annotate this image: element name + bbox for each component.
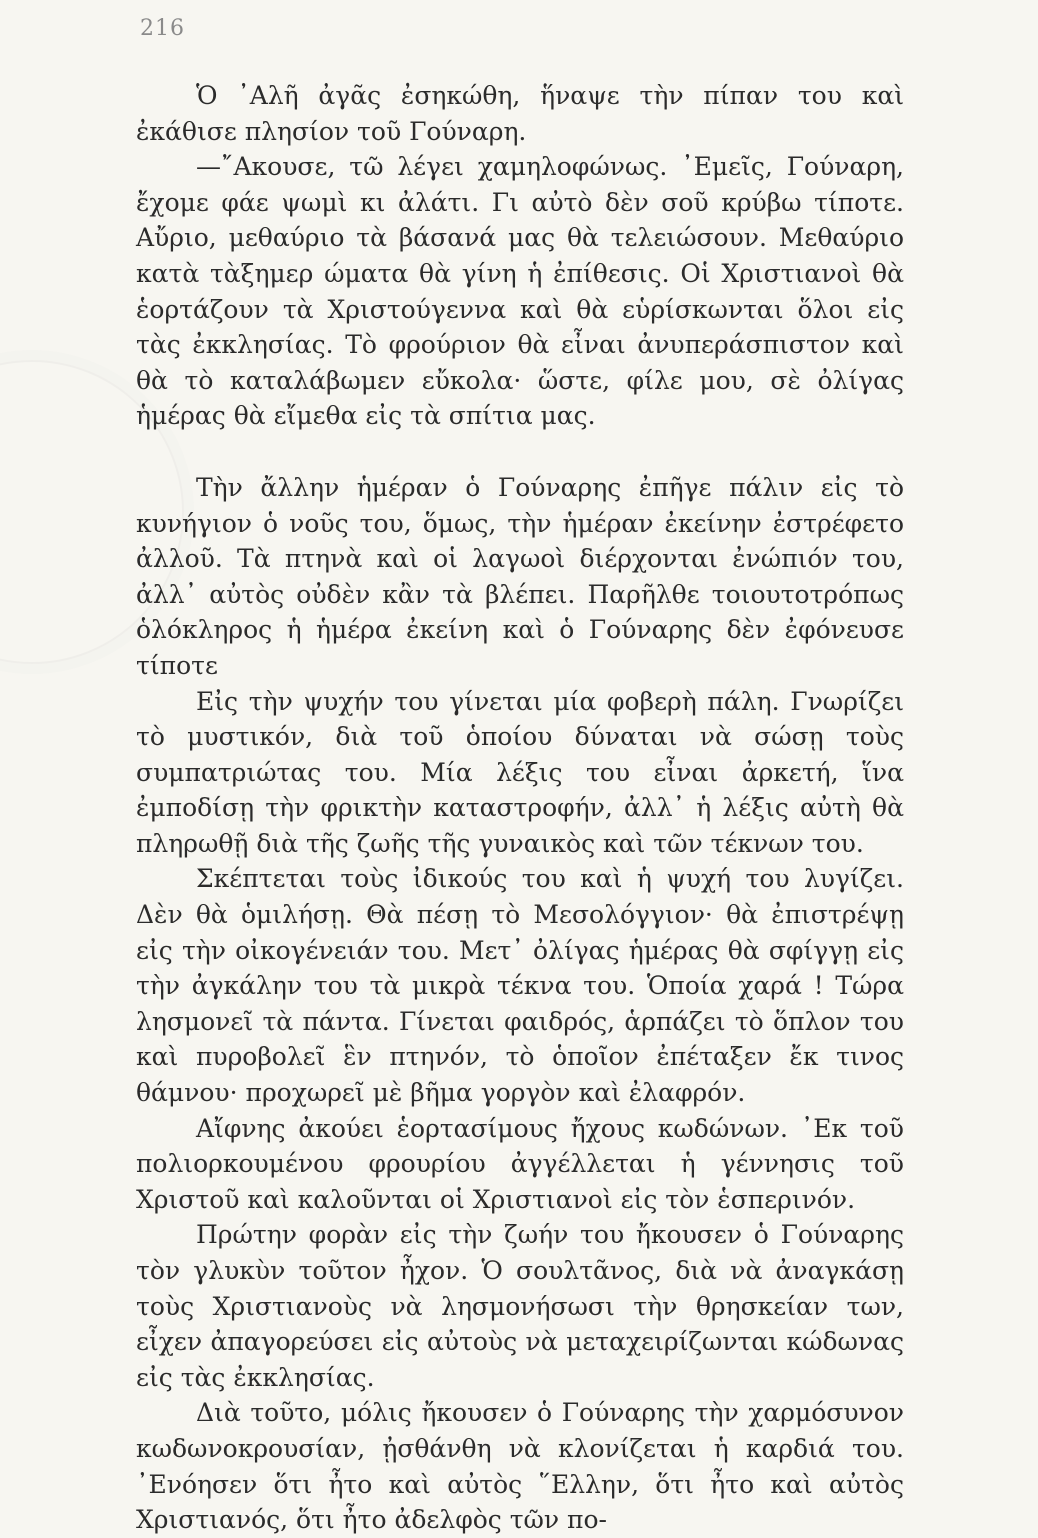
section-break [136,434,904,470]
page-number: 216 [140,16,185,41]
paragraph: Εἰς τὴν ψυχήν του γίνεται μία φοβερὴ πάλη. Γνωρίζει τὸ μυστικόν, διὰ τοῦ ὁποίου δύναται νὰ σώσῃ τοὺς συμπατριώτας του. Μία λέξις του εἶναι ἀρκετή, ἵνα ἐμποδίσῃ τὴν φρικτὴν καταστροφήν, ἀλλ᾿ ἡ λέξις αὐτὴ θὰ πληρωθῇ διὰ τῆς ζωῆς τῆς γυναικὸς καὶ τῶν τέκνων του. [136,686,904,858]
paragraph: Ὁ ᾿Αλῆ ἀγᾶς ἐσηκώθη, ἥναψε τὴν πίπαν του καὶ ἐκάθισε πλησίον τοῦ Γούναρη. [136,81,904,146]
paragraph: Πρώτην φορὰν εἰς τὴν ζωήν του ἤκουσεν ὁ Γούναρης τὸν γλυκὺν τοῦτον ἦχον. Ὁ σουλτᾶνος, διὰ νὰ ἀναγκάσῃ τοὺς Χριστιανοὺς νὰ λησμονήσωσι τὴν θρησκείαν των, εἶχεν ἀπαγορεύσει εἰς αὐτοὺς νὰ μεταχειρίζωνται κώδωνας εἰς τὰς ἐκκλησίας. [136,1220,904,1392]
paragraph: Διὰ τοῦτο, μόλις ἤκουσεν ὁ Γούναρης τὴν χαρμόσυνον κωδωνοκρουσίαν, ᾐσθάνθη νὰ κλονίζεται ἡ καρδιά του. ᾿Ενόησεν ὅτι ἦτο καὶ αὐτὸς ῞Ελλην, ὅτι ἦτο καὶ αὐτὸς Χριστιανός, ὅτι ἦτο ἀδελφὸς τῶν πο- [136,1398,904,1535]
paragraph: Τὴν ἄλλην ἡμέραν ὁ Γούναρης ἐπῆγε πάλιν εἰς τὸ κυνήγιον ὁ νοῦς του, ὅμως, τὴν ἡμέραν ἐκείνην ἐστρέφετο ἀλλοῦ. Τὰ πτηνὰ καὶ οἱ λαγωοὶ διέρχονται ἐνώπιόν του, ἀλλ᾿ αὐτὸς οὐδὲν κἂν τὰ βλέπει. Παρῆλθε τοιουτοτρόπως ὁλόκληρος ἡ ἡμέρα ἐκείνη καὶ ὁ Γούναρης δὲν ἐφόνευσε τίποτε [136,472,904,680]
paragraph: Σκέπτεται τοὺς ἰδικούς του καὶ ἡ ψυχή του λυγίζει. Δὲν θὰ ὁμιλήσῃ. Θὰ πέσῃ τὸ Μεσολόγγιον· θὰ ἐπιστρέψῃ εἰς τὴν οἰκογένειάν του. Μετ᾿ ὀλίγας ἡμέρας θὰ σφίγγῃ εἰς τὴν ἀγκάλην του τὰ μικρὰ τέκνα του. Ὁποία χαρά ! Τώρα λησμονεῖ τὰ πάντα. Γίνεται φαιδρός, ἁρπάζει τὸ ὅπλον του καὶ πυροβολεῖ ἓν πτηνόν, τὸ ὁποῖον ἐπέταξεν ἔκ τινος θάμνου· προχωρεῖ μὲ βῆμα γοργὸν καὶ ἐλαφρόν. [136,864,904,1108]
paragraph: Αἴφνης ἀκούει ἑορτασίμους ἤχους κωδώνων. ᾿Εκ τοῦ πολιορκουμένου φρουρίου ἀγγέλλεται ἡ γέννησις τοῦ Χριστοῦ καὶ καλοῦνται οἱ Χριστιανοὶ εἰς τὸν ἑσπερινόν. [136,1113,904,1214]
paragraph: —῎Ακουσε, τῶ λέγει χαμηλοφώνως. ᾿Εμεῖς, Γούναρη, ἔχομε φάε ψωμὶ κι ἀλάτι. Γι αὐτὸ δὲν σοῦ κρύβω τίποτε. Αὔριο, μεθαύριο τὰ βάσανά μας θὰ τελειώσουν. Μεθαύριο κατὰ τὰξημερ ώματα θὰ γίνη ἡ ἐπίθεσις. Οἱ Χριστιανοὶ θὰ ἑορτάζουν τὰ Χριστούγεννα καὶ θὰ εὑρίσκωνται ὅλοι εἰς τὰς ἐκκλησίας. Τὸ φρούριον θὰ εἶναι ἀνυπεράσπιστον καὶ θὰ τὸ καταλάβωμεν εὔκολα· ὥστε, φίλε μου, σὲ ὀλίγας ἡμέρας θὰ εἴμεθα εἰς τὰ σπίτια μας. [136,152,904,431]
body-text [136,78,904,1538]
